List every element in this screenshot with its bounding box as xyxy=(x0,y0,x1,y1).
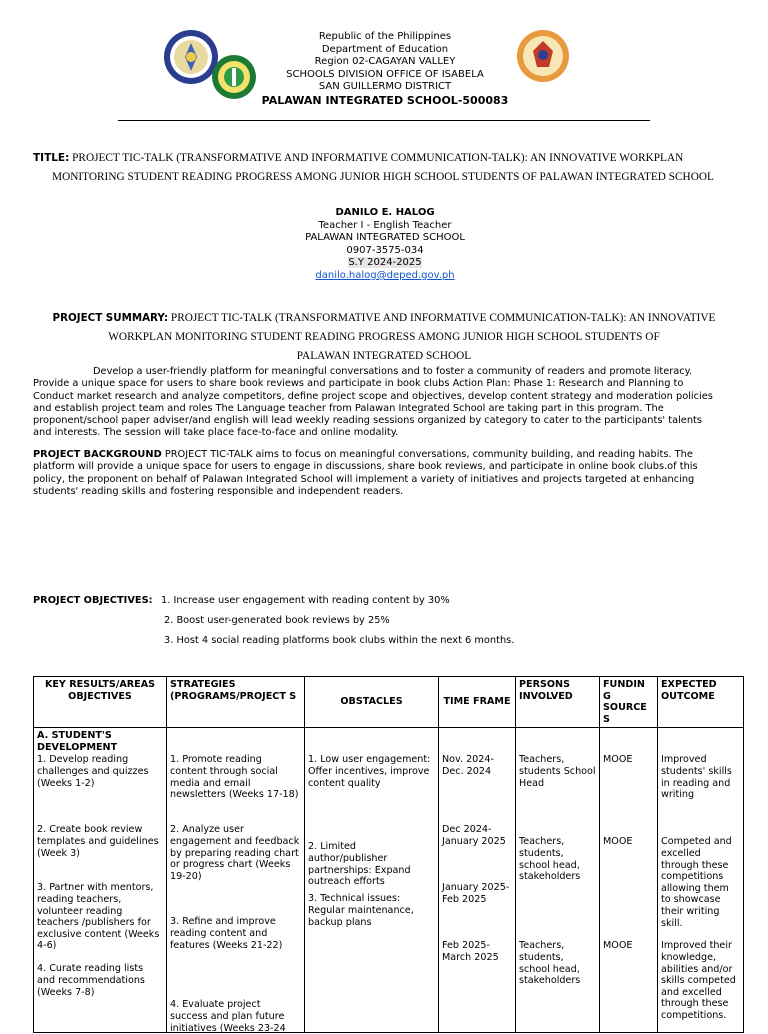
header-persons: PERSONS INVOLVED xyxy=(516,677,600,728)
republic-line: Republic of the Philippines xyxy=(318,31,452,42)
funding-cell xyxy=(600,728,658,1033)
summary-body-line: proponent/school paper adviser/and english will lead weekly reading sessions organized by category to cater to the participants' talents xyxy=(33,415,702,427)
background-label: PROJECT BACKGROUND xyxy=(33,449,162,460)
time-frame-item: Feb 2025-March 2025 xyxy=(442,940,499,963)
summary-line-2: WORKPLAN MONITORING STUDENT READING PROGRESS AMONG JUNIOR HIGH SCHOOL STUDENTS OF xyxy=(108,331,660,343)
section-heading: A. STUDENT'S DEVELOPMENT xyxy=(37,730,118,753)
workplan-table xyxy=(33,676,744,1033)
region-line: Region 02-CAGAYAN VALLEY xyxy=(314,56,456,68)
funding-item: MOOE xyxy=(603,940,633,952)
objective-item: 2. Boost user-generated book reviews by 25% xyxy=(164,615,390,626)
author-phone: 0907-3575-034 xyxy=(346,244,424,256)
time-frame-item: January 2025-Feb 2025 xyxy=(442,882,510,905)
obstacle-item: 1. Low user engagement: Offer incentives, improve content quality xyxy=(308,754,431,789)
persons-item: Teachers, students, school head, stakeholders xyxy=(519,836,581,883)
obstacle-item: 3. Technical issues: Regular maintenance, backup plans xyxy=(308,893,414,928)
summary-label: PROJECT SUMMARY: xyxy=(52,312,169,324)
title-label: TITLE: xyxy=(33,152,70,164)
header-funding: FUNDIN G SOURCE S xyxy=(600,677,658,728)
header-outcome: EXPECTED OUTCOME xyxy=(658,677,744,728)
summary-line-1: PROJECT TIC-TALK (TRANSFORMATIVE AND INFORMATIVE COMMUNICATION-TALK): AN INNOVATIVE xyxy=(170,312,716,324)
objective-item: 3. Host 4 social reading platforms book clubs within the next 6 months. xyxy=(164,635,515,646)
school-year: S.Y 2024-2025 xyxy=(348,257,422,269)
persons-cell xyxy=(516,728,600,1033)
author-name: DANILO E. HALOG xyxy=(335,207,435,218)
title-line-2: MONITORING STUDENT READING PROGRESS AMONG JUNIOR HIGH SCHOOL STUDENTS OF PALAWAN INTEGRATED SCHOOL xyxy=(52,171,714,183)
author-school: PALAWAN INTEGRATED SCHOOL xyxy=(305,232,465,244)
outcome-item: Competed and excelled through these competitions allowing them to showcase their writing skill. xyxy=(661,836,732,929)
objectives-label: PROJECT OBJECTIVES: xyxy=(33,595,153,606)
outcome-item: Improved students' skills in reading and writing xyxy=(661,754,732,801)
header-strategies: STRATEGIES (PROGRAMS/PROJECT S xyxy=(167,677,305,728)
key-result-item: 2. Create book review templates and guidelines (Week 3) xyxy=(37,824,159,859)
author-block xyxy=(190,207,580,283)
time-frame-item: Dec 2024-January 2025 xyxy=(442,824,506,847)
department-line: Department of Education xyxy=(321,43,449,55)
obstacle-item: 2. Limited author/publisher partnerships: Expand outreach efforts xyxy=(308,841,411,888)
summary-body-line: and establish project team and roles The Language teacher from Palawan Integrated School are taking part in this program. The xyxy=(33,402,664,414)
summary-body-line: Conduct market research and analyze competitors, define project scope and objectives, develop content strategy and moderation policies xyxy=(33,390,713,402)
author-position: Teacher I - English Teacher xyxy=(318,219,452,231)
project-background xyxy=(33,449,735,498)
background-body-line: PROJECT TIC-TALK aims to focus on meaningful conversations, community building, and reading habits. The xyxy=(161,449,693,460)
summary-body-line: Develop a user-friendly platform for meaningful conversations and to foster a community of readers and promote literacy. xyxy=(93,366,693,377)
author-email-link[interactable]: danilo.halog@deped.gov.ph xyxy=(315,269,455,281)
background-body-line: students' reading skills and fostering responsible and independent readers. xyxy=(33,485,404,497)
strategy-item: 2. Analyze user engagement and feedback by preparing reading chart or progress chart (Weeks 19-20) xyxy=(170,824,300,882)
time-frame-item: Nov. 2024-Dec. 2024 xyxy=(442,754,494,777)
title-line-1: PROJECT TIC-TALK (TRANSFORMATIVE AND INFORMATIVE COMMUNICATION-TALK): AN INNOVATIVE WORKPLAN xyxy=(72,152,684,164)
summary-body xyxy=(33,366,735,440)
funding-item: MOOE xyxy=(603,836,633,848)
time-frame-cell xyxy=(439,728,516,1033)
project-summary-heading xyxy=(33,309,735,366)
funding-item: MOOE xyxy=(603,754,633,766)
letterhead xyxy=(190,31,580,107)
strategy-item: 3. Refine and improve reading content and features (Weeks 21-22) xyxy=(170,916,283,951)
division-line: SCHOOLS DIVISION OFFICE OF ISABELA xyxy=(286,68,484,80)
header-obstacles: OBSTACLES xyxy=(305,677,439,728)
outcome-cell xyxy=(658,728,744,1033)
background-body-line: policy, the proponent on behalf of Palawan Integrated School will implement a variety of initiatives and projects targeted at enhancing xyxy=(33,473,695,485)
persons-item: Teachers, students, school head, stakeholders xyxy=(519,940,581,987)
school-name: PALAWAN INTEGRATED SCHOOL-500083 xyxy=(261,93,509,107)
header-time-frame: TIME FRAME xyxy=(439,677,516,728)
key-results-cell xyxy=(34,728,167,1033)
summary-line-3: PALAWAN INTEGRATED SCHOOL xyxy=(296,350,472,362)
strategy-item: 4. Evaluate project success and plan future initiatives (Weeks 23-24 xyxy=(170,999,286,1034)
key-result-item: 4. Curate reading lists and recommendations (Weeks 7-8) xyxy=(37,963,145,998)
outcome-item: Improved their knowledge, abilities and/or skills competed and excelled through these competitions. xyxy=(661,940,736,1021)
header-divider xyxy=(118,120,650,121)
key-result-item: 3. Partner with mentors, reading teachers, volunteer reading teachers /publishers for exclusive content (Weeks 4-6) xyxy=(37,882,160,952)
background-body-line: platform will provide a unique space for users to engage in discussions, share book reviews, and participate in online book clubs.of this xyxy=(33,461,698,473)
header-key-results: KEY RESULTS/AREAS OBJECTIVES xyxy=(34,677,167,728)
strategies-cell xyxy=(167,728,305,1033)
key-result-item: 1. Develop reading challenges and quizzes (Weeks 1-2) xyxy=(37,754,149,789)
district-line: SAN GUILLERMO DISTRICT xyxy=(318,81,452,93)
strategy-item: 1. Promote reading content through social media and email newsletters (Weeks 17-18) xyxy=(170,754,299,801)
objective-item: 1. Increase user engagement with reading content by 30% xyxy=(161,595,450,606)
persons-item: Teachers, students School Head xyxy=(519,754,596,789)
obstacles-cell xyxy=(305,728,439,1033)
summary-body-line: and interests. The session will take place face-to-face and online modality. xyxy=(33,427,399,439)
summary-body-line: Provide a unique space for users to share book reviews and participate in book clubs Action Plan: Phase 1: Research and Planning to xyxy=(33,378,684,390)
document-title xyxy=(33,149,733,187)
